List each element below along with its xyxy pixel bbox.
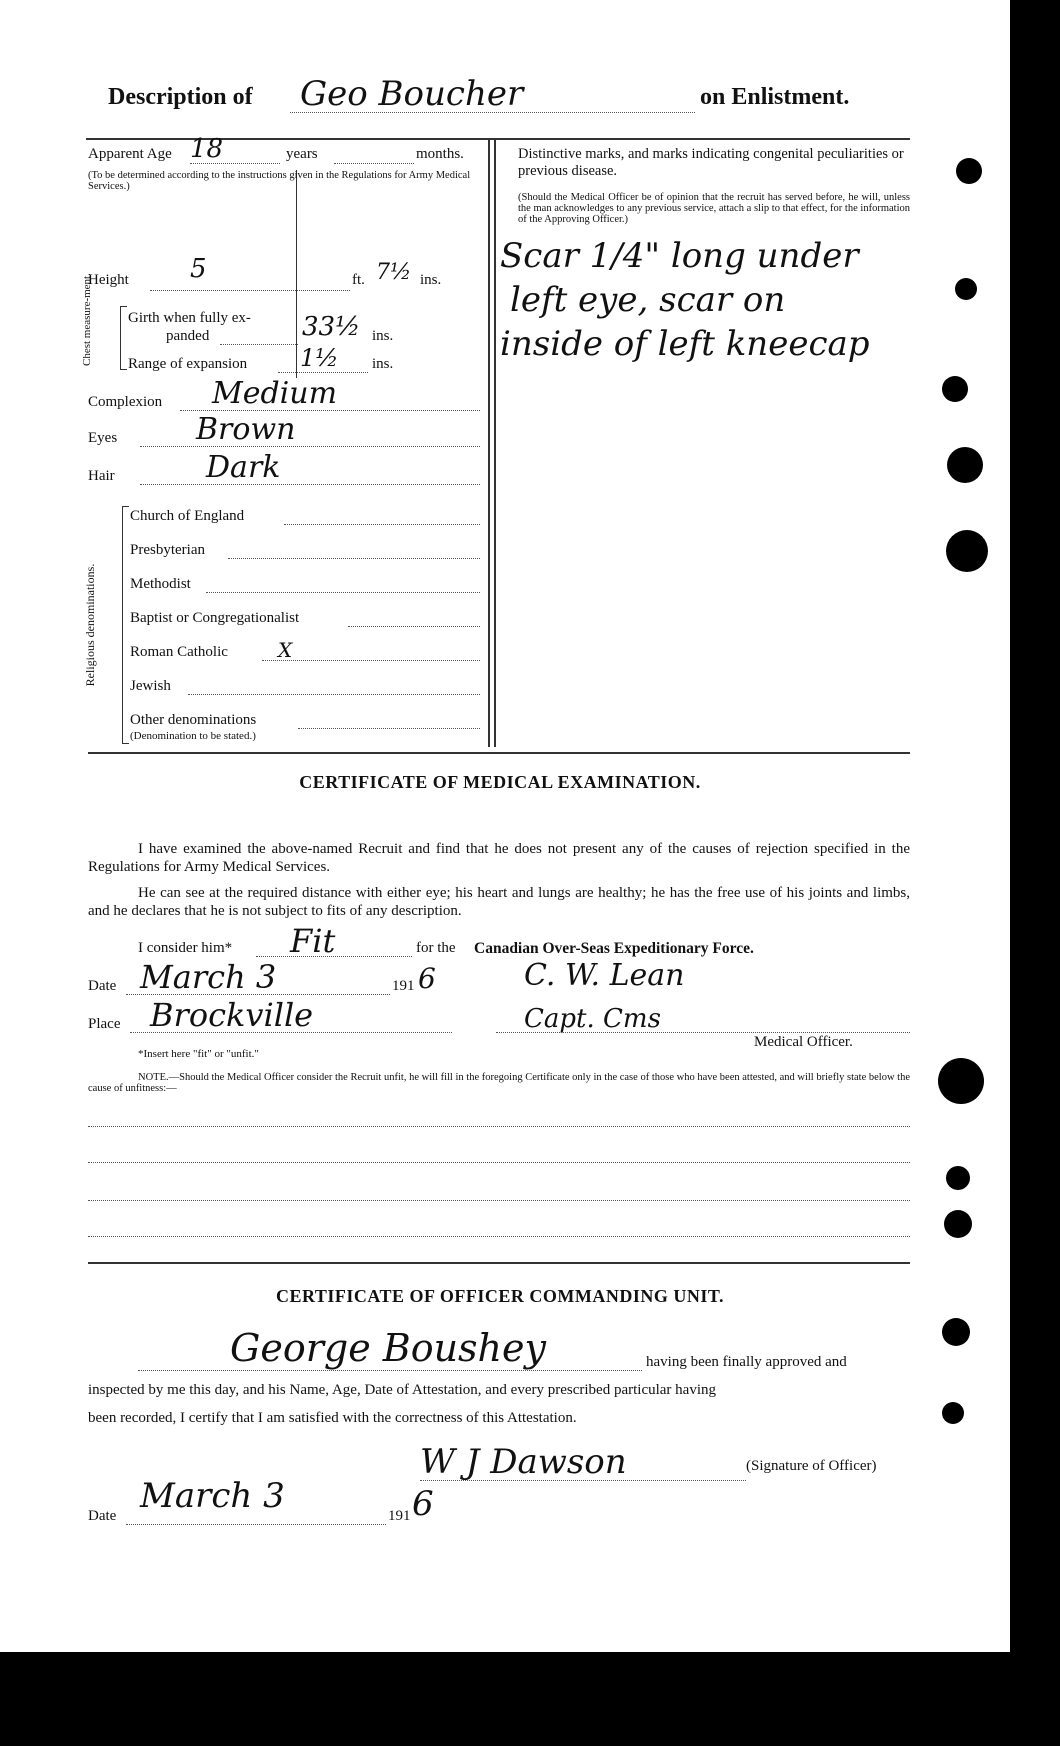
height-label: Height (88, 272, 129, 288)
punch-hole (946, 530, 988, 572)
religion-church-of-england: Church of England (130, 508, 245, 524)
marks-note: (Should the Medical Officer be of opinion that the recruit has served before, he will, unless the man acknowledges to any previous service, attach a slip to that effect, for the information of the Approving Officer.) (518, 192, 910, 225)
range-label: Range of expansion (128, 356, 248, 372)
dotted-line (284, 524, 480, 525)
eyes-label: Eyes (88, 430, 118, 446)
header-prefix: Description of (108, 84, 253, 110)
hair-value: Dark (206, 450, 281, 485)
dotted-line (126, 994, 390, 995)
girth-ins: ins. (372, 328, 394, 344)
dotted-line (190, 163, 280, 164)
medical-date-value: March 3 (140, 958, 277, 996)
age-note: (To be determined according to the instructions given in the Regulations for Army Medical Services.) (88, 170, 471, 192)
punch-hole (956, 158, 982, 184)
religion-methodist: Methodist (130, 576, 191, 592)
header-suffix: on Enlistment. (700, 84, 850, 110)
dotted-line (140, 484, 480, 485)
punch-hole (942, 1318, 970, 1346)
dotted-line (256, 956, 412, 957)
range-value: 1½ (300, 344, 339, 372)
dotted-line (180, 410, 480, 411)
commanding-date-value: March 3 (140, 1476, 285, 1516)
punch-hole (942, 376, 968, 402)
complexion-label: Complexion (88, 394, 163, 410)
cause-line (88, 1162, 910, 1163)
height-in-value: 7½ (376, 260, 412, 285)
commanding-year-prefix: 191 (388, 1508, 411, 1524)
hair-label: Hair (88, 468, 115, 484)
commanding-heading: CERTIFICATE OF OFFICER COMMANDING UNIT. (275, 1286, 725, 1306)
ft-label: ft. (352, 272, 365, 288)
punch-hole (955, 278, 977, 300)
medical-officer-rank: Capt. Cms (524, 1004, 661, 1034)
dotted-line (496, 1032, 910, 1033)
religion-note: (Denomination to be stated.) (130, 730, 256, 742)
dotted-line (140, 446, 480, 447)
medical-officer-signature: C. W. Lean (524, 958, 685, 993)
commanding-date-label: Date (88, 1508, 117, 1524)
inner-divider (296, 170, 297, 378)
scan-border (1010, 0, 1060, 1746)
medical-year-suffix: 6 (418, 962, 436, 995)
dotted-line (228, 558, 480, 559)
dotted-line (348, 626, 480, 627)
medical-paragraph-2: He can see at the required distance with either eye; his heart and lungs are healthy; he has the free use of his joints and limbs, and he declares that he is not subject to fits of any description. (88, 885, 910, 919)
cause-line (88, 1236, 910, 1237)
punch-hole (938, 1058, 984, 1104)
commanding-officer-signature: W J Dawson (420, 1442, 627, 1482)
religion-mark: X (278, 638, 293, 662)
dotted-line (138, 1370, 642, 1371)
dotted-line (278, 372, 368, 373)
religion-roman-catholic: Roman Catholic (130, 644, 228, 660)
girth-label-1: Girth when fully ex- (128, 310, 251, 326)
recruit-full-name: George Boushey (230, 1326, 546, 1370)
dotted-line (262, 660, 480, 661)
chest-bracket (120, 306, 127, 370)
medical-officer-label: Medical Officer. (754, 1034, 853, 1050)
dotted-line (150, 290, 350, 291)
dotted-line (420, 1480, 746, 1481)
inspected-text: inspected by me this day, and his Name, Age, Date of Attestation, and every prescribed particular having (88, 1382, 717, 1398)
medical-year-prefix: 191 (392, 978, 415, 994)
religion-jewish: Jewish (130, 678, 171, 694)
age-value: 18 (190, 134, 224, 164)
years-label: years (286, 146, 318, 162)
medical-date-label: Date (88, 978, 117, 994)
dotted-line (290, 112, 695, 113)
religion-bracket (122, 506, 129, 744)
punch-hole (942, 1402, 964, 1424)
dotted-line (334, 163, 414, 164)
age-label: Apparent Age (88, 146, 172, 162)
medical-heading: CERTIFICATE OF MEDICAL EXAMINATION. (299, 772, 701, 792)
medical-paragraph-1: I have examined the above-named Recruit and find that he does not present any of the causes of rejection specified in the Regulations for Army Medical Services. (88, 841, 910, 875)
section-rule (88, 1262, 910, 1264)
punch-hole (946, 1166, 970, 1190)
recruit-name-handwritten: Geo Boucher (300, 74, 524, 114)
chest-measurement-label: Chest measure-ment. (81, 273, 93, 366)
force-prefix: for the (416, 940, 456, 956)
place-label: Place (88, 1016, 121, 1032)
religion-side-label: Religious denominations. (83, 563, 97, 687)
dotted-line (130, 1032, 452, 1033)
dotted-line (298, 728, 480, 729)
eyes-value: Brown (196, 412, 296, 447)
girth-value: 33½ (302, 312, 361, 342)
girth-label-2: panded (166, 328, 210, 344)
religion-baptist: Baptist or Congregationalist (130, 610, 300, 626)
unfit-note: NOTE.—Should the Medical Officer consider the Recruit unfit, he will fill in the foregoing Certificate only in the case of those who have been attested, and will briefly state below the cause of unfitness:— (88, 1072, 910, 1094)
complexion-value: Medium (212, 376, 338, 411)
punch-hole (944, 1210, 972, 1238)
punch-hole (947, 447, 983, 483)
range-ins: ins. (372, 356, 394, 372)
commanding-year-suffix: 6 (412, 1484, 434, 1524)
recorded-text: been recorded, I certify that I am satisfied with the correctness of this Attestation. (88, 1410, 577, 1426)
signature-label: (Signature of Officer) (746, 1458, 877, 1474)
column-divider (494, 140, 496, 747)
religion-presbyterian: Presbyterian (130, 542, 205, 558)
column-divider (488, 140, 490, 747)
dotted-line (126, 1524, 386, 1525)
dotted-line (220, 344, 298, 345)
months-label: months. (416, 146, 464, 162)
marks-line-3: inside of left kneecap (500, 324, 870, 364)
cause-line (88, 1200, 910, 1201)
place-value: Brockville (150, 996, 314, 1034)
dotted-line (206, 592, 480, 593)
force-name: Canadian Over-Seas Expeditionary Force. (474, 940, 754, 957)
cause-line (88, 1126, 910, 1127)
religion-other: Other denominations (130, 712, 257, 728)
marks-line-1: Scar 1/4" long under (500, 236, 859, 276)
approved-text: having been finally approved and (646, 1354, 847, 1370)
consider-label: I consider him* (138, 940, 233, 956)
ins-label: ins. (420, 272, 442, 288)
section-rule (88, 752, 910, 754)
dotted-line (188, 694, 480, 695)
height-ft-value: 5 (190, 254, 207, 284)
consider-value: Fit (290, 922, 336, 960)
insert-note: *Insert here "fit" or "unfit." (138, 1048, 259, 1060)
marks-line-2: left eye, scar on (510, 280, 786, 320)
marks-heading: Distinctive marks, and marks indicating congenital peculiarities or previous disease. (518, 146, 904, 179)
